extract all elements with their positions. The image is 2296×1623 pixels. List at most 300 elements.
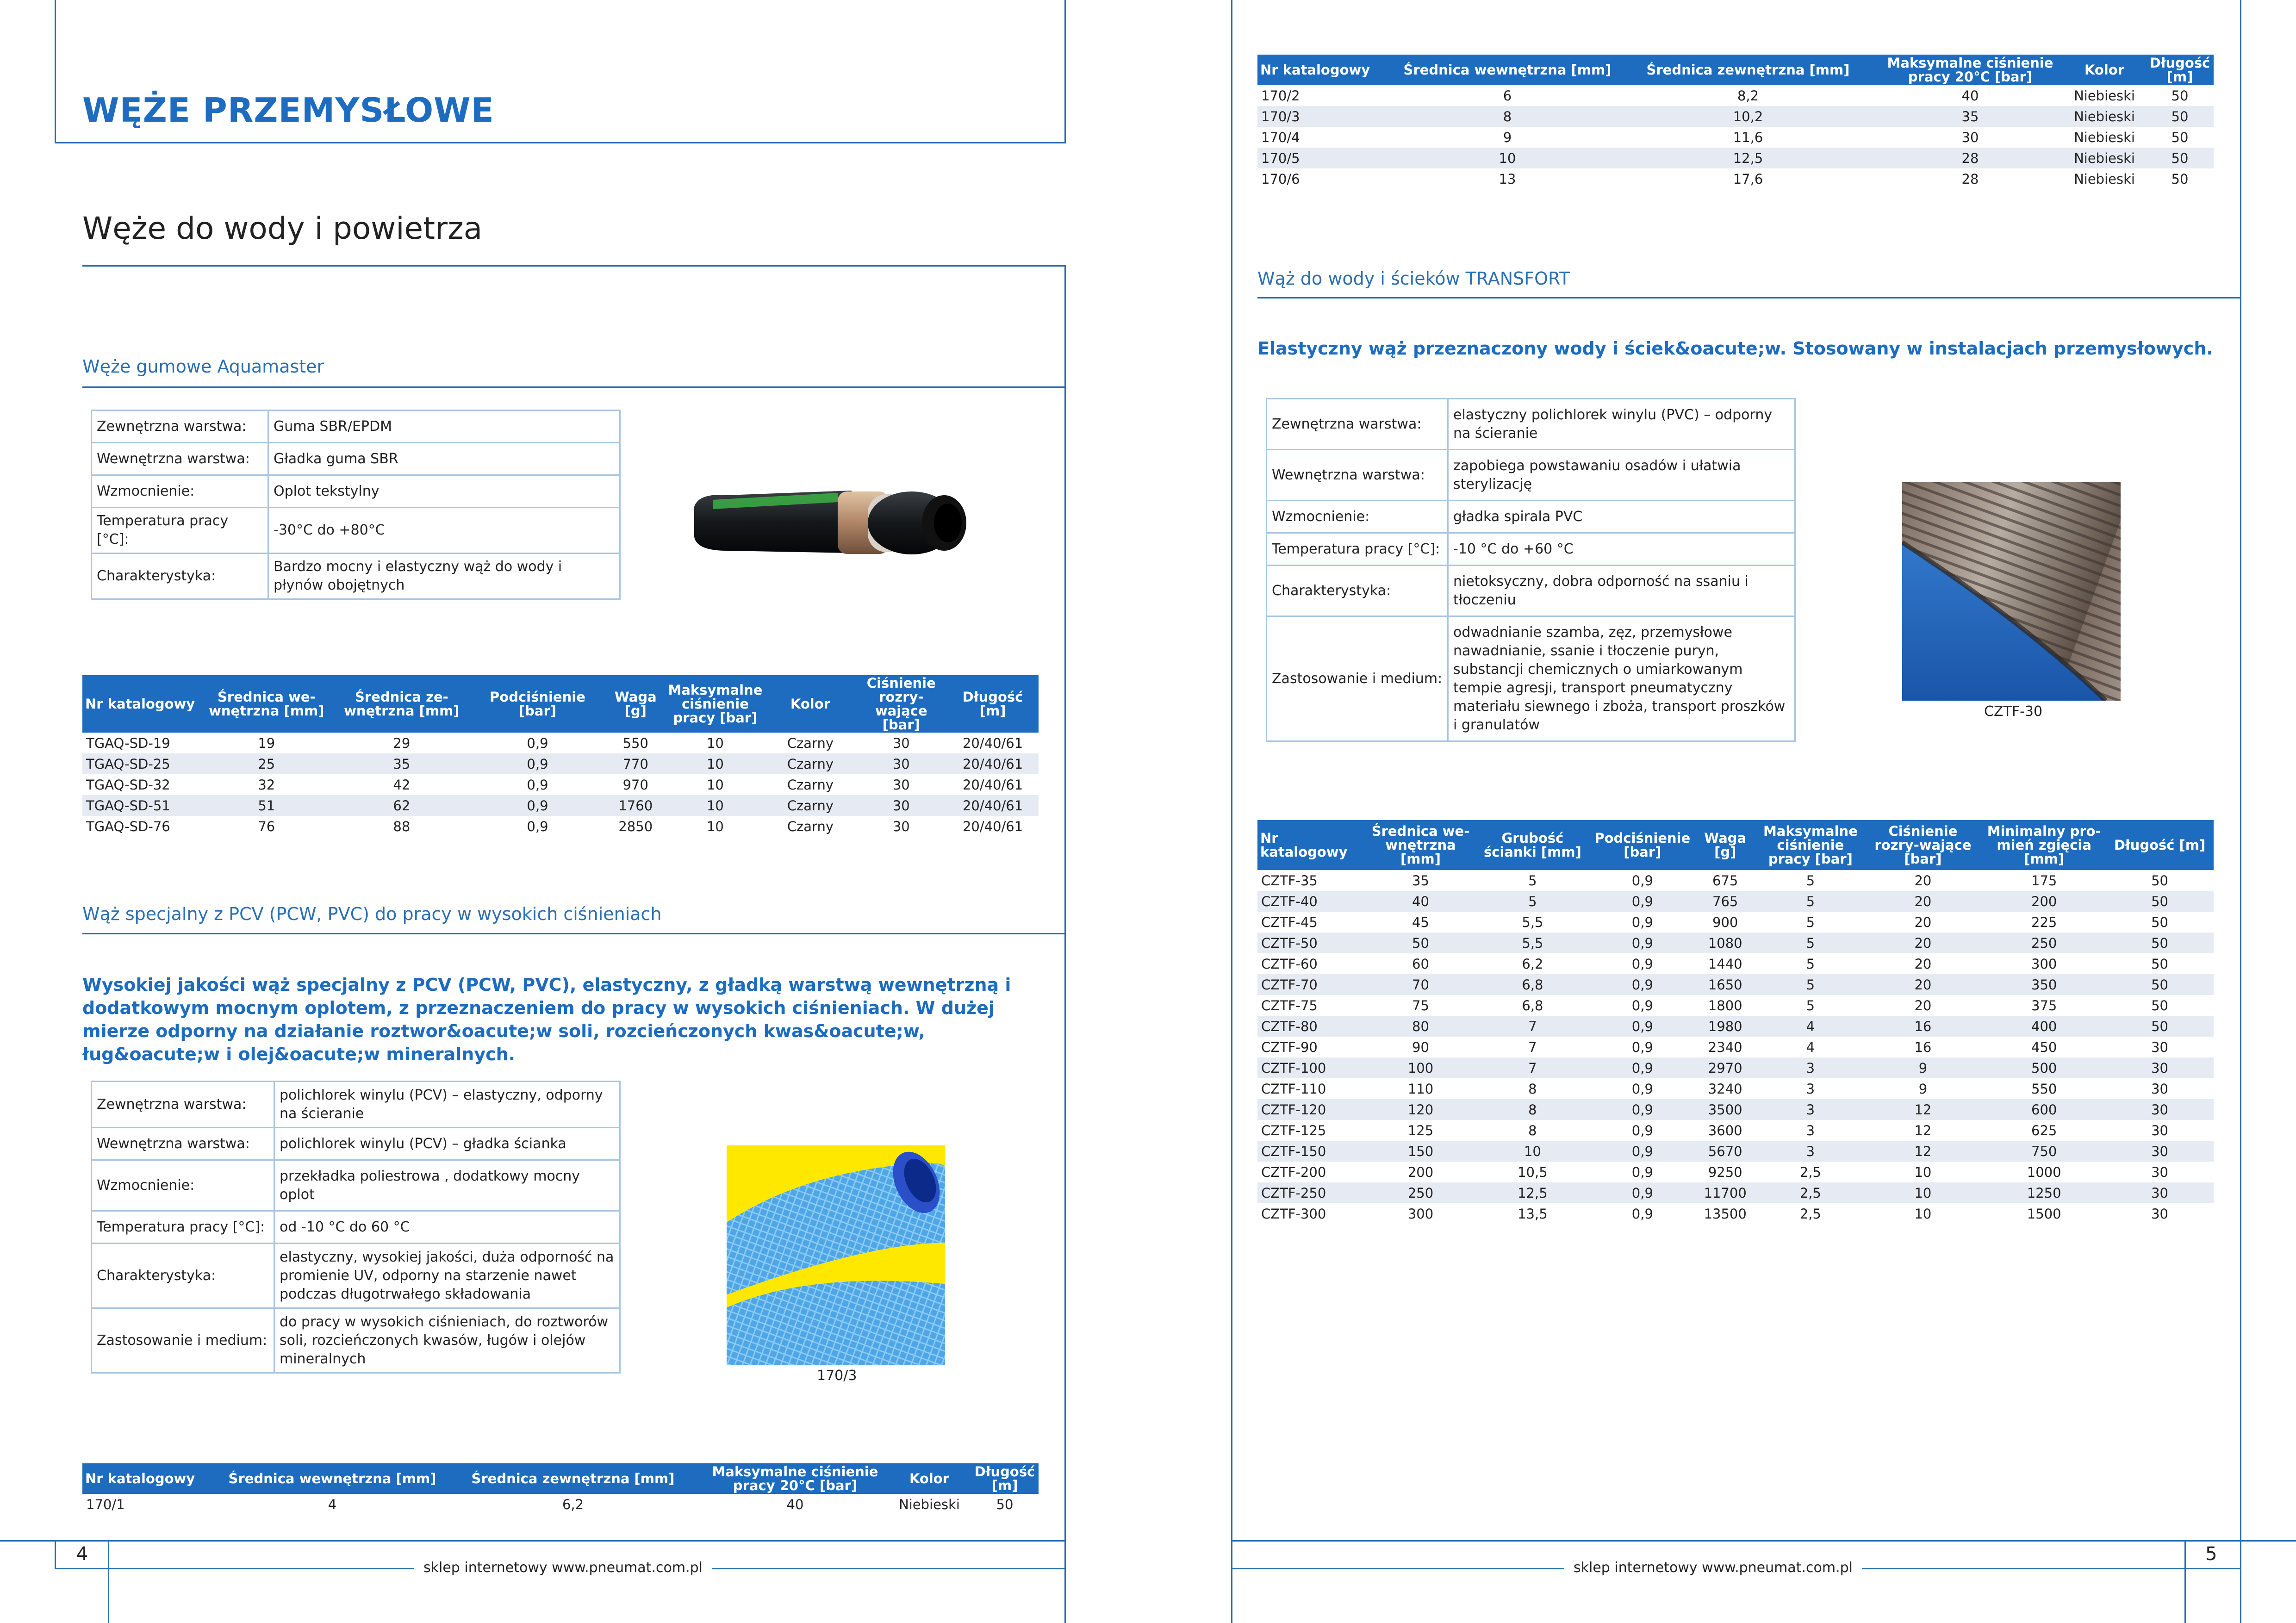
table-row [1257, 1057, 2214, 1078]
table-row [1257, 148, 2214, 168]
table-cell: 12,5 [1618, 148, 1878, 168]
table-cell: 20 [1914, 997, 1932, 1014]
table-cell: 3 [1757, 1099, 1864, 1120]
divider [1064, 265, 1066, 1623]
column-header: Nr katalogowy [1257, 55, 1396, 85]
table-cell: 250 [1368, 1182, 1474, 1203]
table-cell: 12 [1864, 1099, 1983, 1120]
column-header: Długość [m] [2146, 55, 2214, 85]
table-cell: 80 [1368, 1016, 1474, 1037]
spec-label: Zastosowanie i medium: [1267, 616, 1448, 741]
spec-label: Zewnętrzna warstwa: [92, 1082, 274, 1128]
table-cell: 3600 [1708, 1122, 1742, 1138]
column-header: Ciśnienie rozry-wające [bar] [855, 675, 947, 733]
table-cell: 110 [1407, 1081, 1434, 1097]
table-cell: CZTF-70 [1257, 974, 1368, 995]
table-cell: 0,9 [1631, 997, 1653, 1014]
table-cell: 75 [1412, 997, 1429, 1014]
table-row [1257, 1203, 2214, 1224]
table-cell: 8 [1396, 106, 1618, 127]
table-cell: 30 [2151, 1122, 2169, 1138]
spec-row [92, 410, 620, 443]
table-row [82, 816, 1039, 837]
table-cell: 28 [1878, 148, 2063, 168]
table-row [1257, 168, 2214, 189]
divider [108, 1540, 109, 1623]
spec-value: od -10 °C do 60 °C [274, 1211, 620, 1244]
table-cell: 16 [1914, 1039, 1932, 1055]
spec-row [92, 1160, 620, 1211]
table-cell: Niebieski [2074, 87, 2135, 104]
table-cell: 300 [2031, 956, 2057, 972]
spec-label: Temperatura pracy [°C]: [1267, 533, 1448, 566]
table-cell: 42 [393, 777, 411, 793]
table-row [1257, 933, 2214, 953]
table-row [1257, 1037, 2214, 1057]
table-cell: 20 [1914, 872, 1932, 889]
table-cell: 170/2 [1261, 87, 1300, 104]
table-row [1257, 127, 2214, 148]
table-row [1257, 1120, 2214, 1141]
table-cell: 0,9 [1592, 1141, 1693, 1162]
table-cell: CZTF-300 [1261, 1206, 1326, 1222]
table-cell: CZTF-75 [1261, 997, 1318, 1014]
table-cell: 35 [334, 753, 469, 774]
column-header: Długość [m] [2106, 820, 2214, 870]
table-cell: Niebieski [2063, 106, 2146, 127]
table-cell: 1080 [1693, 933, 1757, 953]
table-cell: CZTF-150 [1257, 1141, 1368, 1162]
table-cell: 50 [2106, 974, 2214, 995]
column-header: Nr katalogowy [82, 1463, 221, 1494]
divider [82, 386, 1064, 388]
table-cell: 500 [1982, 1057, 2106, 1078]
spec-row [92, 1211, 620, 1244]
table-cell: 5 [1473, 891, 1592, 912]
spec-label: Wewnętrzna warstwa: [92, 1128, 274, 1160]
divider [1064, 0, 1066, 143]
table-cell: 8 [1473, 1099, 1592, 1120]
table-row [1257, 1182, 2214, 1203]
table-row [82, 733, 1039, 753]
table-cell: 50 [2151, 997, 2169, 1014]
transfort-lead-text: Elastyczny wąż przeznaczony wody i ściek&oacute;w. Stosowany w instalacjach przemysłowych. [1257, 338, 2213, 359]
column-header: Średnica we-wnętrzna [mm] [1368, 820, 1474, 870]
table-cell: 50 [2106, 1016, 2214, 1037]
table-cell: 6,2 [1522, 956, 1543, 972]
category-title: WĘŻE PRZEMYSŁOWE [82, 91, 494, 130]
table-row [82, 774, 1039, 795]
divider [55, 142, 1066, 143]
spec-value: odwadnianie szamba, zęz, przemysłowe nawadnianie, ssanie i tłoczenie puryn, substancji chemicznych o umiarkowanym tempie agresji, transport pneumatyczny materiału siewnego i zboża, transport proszków i granulatów [1448, 616, 1795, 741]
spec-value: elastyczny, wysokiej jakości, duża odporność na promienie UV, odporny na starzenie nawet podczas długotrwałego składowania [274, 1244, 620, 1308]
table-cell: 7 [1473, 1016, 1592, 1037]
column-header: Grubość ścianki [mm] [1473, 820, 1592, 870]
spec-value: elastyczny polichlorek winylu (PVC) – odporny na ścieranie [1448, 399, 1795, 450]
section-heading-pcv: Wąż specjalny z PCV (PCW, PVC) do pracy w wysokich ciśnieniach [82, 904, 662, 924]
table-cell: 50 [2106, 891, 2214, 912]
table-cell: 17,6 [1733, 171, 1763, 187]
spec-row [1267, 399, 1795, 450]
column-header: Średnica wewnętrzna [mm] [1396, 55, 1618, 85]
table-cell: 5670 [1693, 1141, 1757, 1162]
table-cell: 100 [1368, 1057, 1474, 1078]
table-cell: 5,5 [1522, 914, 1543, 930]
table-cell: CZTF-35 [1261, 872, 1318, 889]
table-row [1257, 953, 2214, 974]
table-cell: 90 [1412, 1039, 1429, 1055]
divider [1257, 297, 2241, 298]
table-cell: 0,9 [1631, 956, 1653, 972]
table-cell: 0,9 [1592, 1016, 1693, 1037]
table-cell: 62 [334, 795, 469, 816]
spec-table-aquamaster [91, 410, 621, 600]
table-header-row [82, 675, 1039, 733]
spec-label: Charakterystyka: [92, 553, 268, 599]
table-cell: 30 [2151, 1081, 2169, 1097]
table-cell: 30 [2106, 1099, 2214, 1120]
table-cell: 2970 [1693, 1057, 1757, 1078]
table-cell: 0,9 [469, 795, 606, 816]
spec-value: gładka spirala PVC [1448, 501, 1795, 533]
spec-label: Wewnętrzna warstwa: [92, 443, 268, 475]
table-cell: 60 [1412, 956, 1429, 972]
table-cell: 30 [2151, 1164, 2169, 1180]
spec-value: Oplot tekstylny [268, 475, 620, 508]
table-cell: 8 [1528, 1081, 1537, 1097]
table-cell: 16 [1864, 1016, 1983, 1037]
table-row [82, 1494, 1039, 1515]
table-cell: 0,9 [527, 777, 548, 793]
table-cell: 3 [1806, 1081, 1815, 1097]
page-number-right: 5 [2205, 1543, 2217, 1565]
table-cell: 5 [1806, 956, 1815, 972]
pcv-hose-image [727, 1145, 945, 1365]
table-cell: 30 [855, 795, 947, 816]
table-cell: CZTF-100 [1257, 1057, 1368, 1078]
spec-label: Charakterystyka: [92, 1244, 274, 1308]
table-cell: 1980 [1693, 1016, 1757, 1037]
table-cell: 25 [199, 753, 334, 774]
table-cell: 20 [1914, 956, 1932, 972]
spec-value: do pracy w wysokich ciśnieniach, do roztworów soli, rozcieńczonych kwasów, ługów i olejów mineralnych [274, 1308, 620, 1373]
table-cell: Niebieski [2063, 148, 2146, 168]
table-cell: 30 [892, 818, 910, 834]
table-cell: 20/40/61 [962, 735, 1023, 751]
column-header: Kolor [888, 1463, 971, 1494]
table-cell: 50 [2171, 87, 2189, 104]
spec-row [92, 1244, 620, 1308]
pcv-lead-text: Wysokiej jakości wąż specjalny z PCV (PCW, PVC), elastyczny, z gładką warstwą wewnętrzną i dodatkowym mocnym oplotem, z przeznaczeniem do pracy w wysokich ciśnieniach. W dużej mierze odporny na działanie roztwor&oacute;w soli, rozcieńczonych kwas&oacute;w, ług&oacute;w i olej&oacute;w mineralnych. [82, 975, 1011, 1064]
table-cell: 2,5 [1757, 1182, 1864, 1203]
table-cell: 40 [1368, 891, 1474, 912]
table-cell: 625 [2031, 1122, 2057, 1138]
table-cell: 170/5 [1257, 148, 1396, 168]
table-cell: 170/1 [86, 1496, 125, 1512]
column-header: Średnica zewnętrzna [mm] [1618, 55, 1878, 85]
table-cell: 11700 [1693, 1182, 1757, 1203]
column-header: Maksymalne ciśnienie pracy 20°C [bar] [703, 1463, 888, 1494]
data-table-transfort [1257, 820, 2214, 1224]
spec-label: Wzmocnienie: [92, 1160, 274, 1211]
table-cell: 50 [2146, 148, 2214, 168]
spec-value: przekładka poliestrowa , dodatkowy mocny oplot [274, 1160, 620, 1211]
column-header: Minimalny pro-mień zgięcia [mm] [1982, 820, 2106, 870]
divider [55, 0, 56, 143]
column-header: Długość [m] [947, 675, 1039, 733]
table-cell: Czarny [787, 735, 834, 751]
table-cell: 12,5 [1473, 1182, 1592, 1203]
table-cell: 50 [2151, 956, 2169, 972]
spec-label: Charakterystyka: [1267, 566, 1448, 616]
divider [0, 1540, 1066, 1542]
table-cell: 1500 [2027, 1206, 2061, 1222]
table-row [82, 753, 1039, 774]
table-row [1257, 1099, 2214, 1120]
table-cell: 5 [1528, 872, 1537, 889]
table-cell: 13500 [1704, 1206, 1747, 1222]
table-cell: 2,5 [1799, 1164, 1821, 1180]
spec-value: -30°C do +80°C [268, 508, 620, 553]
table-cell: 20 [1914, 914, 1932, 930]
table-cell: 3 [1757, 1141, 1864, 1162]
table-cell: 675 [1712, 872, 1738, 889]
table-cell: 10 [706, 777, 724, 793]
table-row [1257, 1162, 2214, 1182]
table-cell: 3 [1806, 1122, 1815, 1138]
table-cell: 750 [1982, 1141, 2106, 1162]
table-cell: 550 [622, 735, 648, 751]
table-cell: 2850 [618, 818, 653, 834]
spec-label: Zewnętrzna warstwa: [92, 410, 268, 443]
footer-right: sklep internetowy www.pneumat.com.pl [1564, 1560, 1862, 1576]
table-cell: 550 [2031, 1081, 2057, 1097]
table-cell: 50 [2151, 914, 2169, 930]
table-cell: 0,9 [1592, 974, 1693, 995]
table-cell: 1650 [1693, 974, 1757, 995]
divider [2184, 1540, 2186, 1623]
table-cell: CZTF-120 [1257, 1099, 1368, 1120]
table-cell: 5 [1757, 891, 1864, 912]
table-cell: 4 [1757, 1016, 1864, 1037]
table-cell: TGAQ-SD-51 [82, 795, 199, 816]
spec-label: Zastosowanie i medium: [92, 1308, 274, 1373]
table-row [82, 795, 1039, 816]
table-cell: 1250 [1982, 1182, 2106, 1203]
table-cell: 50 [2106, 933, 2214, 953]
table-cell: 970 [622, 777, 648, 793]
table-cell: 0,9 [527, 818, 548, 834]
table-cell: 0,9 [1592, 891, 1693, 912]
table-cell: 51 [199, 795, 334, 816]
table-cell: 10,2 [1618, 106, 1878, 127]
divider [2240, 0, 2241, 1623]
spec-label: Wzmocnienie: [92, 475, 268, 508]
table-cell: 45 [1412, 914, 1429, 930]
column-header: Waga [g] [606, 675, 665, 733]
column-header: Nr katalogowy [82, 675, 199, 733]
table-cell: 35 [1412, 872, 1429, 889]
table-row [1257, 1016, 2214, 1037]
table-cell: 5 [1806, 914, 1815, 930]
table-cell: 30 [2151, 1206, 2169, 1222]
table-row [1257, 912, 2214, 933]
table-cell: 225 [2031, 914, 2057, 930]
table-cell: Niebieski [2074, 129, 2135, 145]
table-cell: 50 [2146, 106, 2214, 127]
table-cell: 1800 [1708, 997, 1742, 1014]
table-row [1257, 1141, 2214, 1162]
table-cell: 3 [1757, 1057, 1864, 1078]
table-cell: 7 [1473, 1057, 1592, 1078]
table-cell: 30 [892, 777, 910, 793]
table-cell: 8 [1528, 1122, 1537, 1138]
column-header: Długość [m] [971, 1463, 1039, 1494]
table-row [1257, 106, 2214, 127]
table-cell: 3500 [1693, 1099, 1757, 1120]
table-cell: 30 [855, 753, 947, 774]
table-row [1257, 995, 2214, 1016]
table-cell: 1440 [1708, 956, 1742, 972]
table-cell: 0,9 [1631, 872, 1653, 889]
column-header: Maksymalne ciśnienie pracy [bar] [1757, 820, 1864, 870]
table-cell: 30 [2106, 1182, 2214, 1203]
table-cell: 20/40/61 [947, 795, 1039, 816]
table-cell: 0,9 [1631, 1206, 1653, 1222]
table-cell: 12 [1914, 1122, 1932, 1138]
spec-row [1267, 566, 1795, 616]
table-cell: 10 [1914, 1206, 1932, 1222]
table-cell: 200 [1982, 891, 2106, 912]
spec-label: Wzmocnienie: [1267, 501, 1448, 533]
section-heading-transfort: Wąż do wody i ścieków TRANSFORT [1257, 268, 1570, 289]
table-cell: 30 [2151, 1039, 2169, 1055]
table-cell: 0,9 [527, 735, 548, 751]
table-cell: 6,2 [562, 1496, 584, 1512]
table-cell: 7 [1528, 1039, 1537, 1055]
table-cell: 10,5 [1518, 1164, 1548, 1180]
table-cell: CZTF-45 [1261, 914, 1318, 930]
table-cell: CZTF-200 [1261, 1164, 1326, 1180]
column-header: Kolor [765, 675, 855, 733]
table-cell: TGAQ-SD-76 [86, 818, 170, 834]
table-cell: 40 [786, 1496, 804, 1512]
table-cell: CZTF-110 [1261, 1081, 1326, 1097]
spec-row [92, 1128, 620, 1160]
table-cell: 88 [393, 818, 411, 834]
column-header: Podciśnienie [bar] [469, 675, 606, 733]
divider [82, 933, 1064, 934]
table-cell: 0,9 [1631, 914, 1653, 930]
table-cell: 175 [2031, 872, 2057, 889]
table-cell: CZTF-50 [1257, 933, 1368, 953]
spec-row [92, 508, 620, 553]
table-cell: 200 [1407, 1164, 1434, 1180]
table-cell: 170/6 [1261, 171, 1300, 187]
table-cell: CZTF-40 [1257, 891, 1368, 912]
table-cell: CZTF-250 [1257, 1182, 1368, 1203]
table-cell: 5 [1806, 872, 1815, 889]
table-cell: 400 [1982, 1016, 2106, 1037]
table-header-row [1257, 55, 2214, 85]
table-cell: 35 [1878, 106, 2063, 127]
table-cell: 250 [1982, 933, 2106, 953]
table-cell: 1000 [2027, 1164, 2061, 1180]
table-cell: Czarny [787, 777, 834, 793]
table-cell: 10 [665, 795, 765, 816]
column-header: Średnica we-wnętrzna [mm] [199, 675, 334, 733]
table-cell: 9 [1918, 1081, 1928, 1097]
table-cell: 30 [2106, 1057, 2214, 1078]
column-header: Waga [g] [1693, 820, 1757, 870]
table-cell: 4 [1806, 1039, 1815, 1055]
divider [1231, 1540, 2296, 1542]
spec-label: Wewnętrzna warstwa: [1267, 450, 1448, 501]
table-cell: 170/4 [1261, 129, 1300, 145]
table-row [1257, 974, 2214, 995]
table-cell: 10 [1396, 148, 1618, 168]
spec-row [92, 1308, 620, 1373]
table-cell: 11,6 [1733, 129, 1763, 145]
table-cell: 170/3 [1257, 106, 1396, 127]
table-cell: 10 [665, 753, 765, 774]
table-cell: 150 [1368, 1141, 1474, 1162]
table-cell: CZTF-125 [1261, 1122, 1326, 1138]
table-cell: Czarny [765, 795, 855, 816]
table-cell: 30 [1961, 129, 1979, 145]
table-cell: 770 [606, 753, 665, 774]
spec-label: Temperatura pracy [°C]: [92, 508, 268, 553]
table-cell: 5,5 [1473, 933, 1592, 953]
aquamaster-hose-image [685, 481, 972, 565]
data-table-pcv [82, 1463, 1039, 1515]
table-cell: 6,8 [1522, 997, 1543, 1014]
table-cell: 0,9 [1631, 1164, 1653, 1180]
column-header: Maksymalne ciśnienie pracy 20°C [bar] [1878, 55, 2063, 85]
table-cell: 20 [1864, 933, 1983, 953]
table-cell: 0,9 [1592, 1057, 1693, 1078]
spec-row [1267, 533, 1795, 566]
table-cell: 10 [1473, 1141, 1592, 1162]
table-cell: CZTF-80 [1257, 1016, 1368, 1037]
table-cell: 350 [1982, 974, 2106, 995]
divider [55, 1540, 56, 1568]
table-cell: 1760 [606, 795, 665, 816]
spec-table-pcv [91, 1081, 621, 1374]
section-heading-aquamaster: Węże gumowe Aquamaster [82, 356, 324, 377]
divider [82, 265, 1066, 267]
column-header: Średnica zewnętrzna [mm] [443, 1463, 703, 1494]
table-row [1257, 870, 2214, 891]
table-cell: 120 [1368, 1099, 1474, 1120]
table-cell: 300 [1407, 1206, 1434, 1222]
spec-value: zapobiega powstawaniu osadów i ułatwia sterylizację [1448, 450, 1795, 501]
spec-row [92, 553, 620, 599]
table-cell: 30 [892, 735, 910, 751]
spec-value: Bardzo mocny i elastyczny wąż do wody i płynów obojętnych [268, 553, 620, 599]
table-cell: 50 [2171, 171, 2189, 187]
table-cell: 20/40/61 [962, 818, 1023, 834]
table-cell: 10 [1864, 1182, 1983, 1203]
transfort-hose-image [1902, 482, 2121, 701]
table-cell: 9 [1864, 1057, 1983, 1078]
table-cell: 13 [1499, 171, 1516, 187]
table-cell: 30 [2106, 1141, 2214, 1162]
table-cell: 600 [1982, 1099, 2106, 1120]
table-cell: 5 [1757, 933, 1864, 953]
column-header: Podciśnienie [bar] [1592, 820, 1693, 870]
page-number-left: 4 [76, 1543, 88, 1565]
